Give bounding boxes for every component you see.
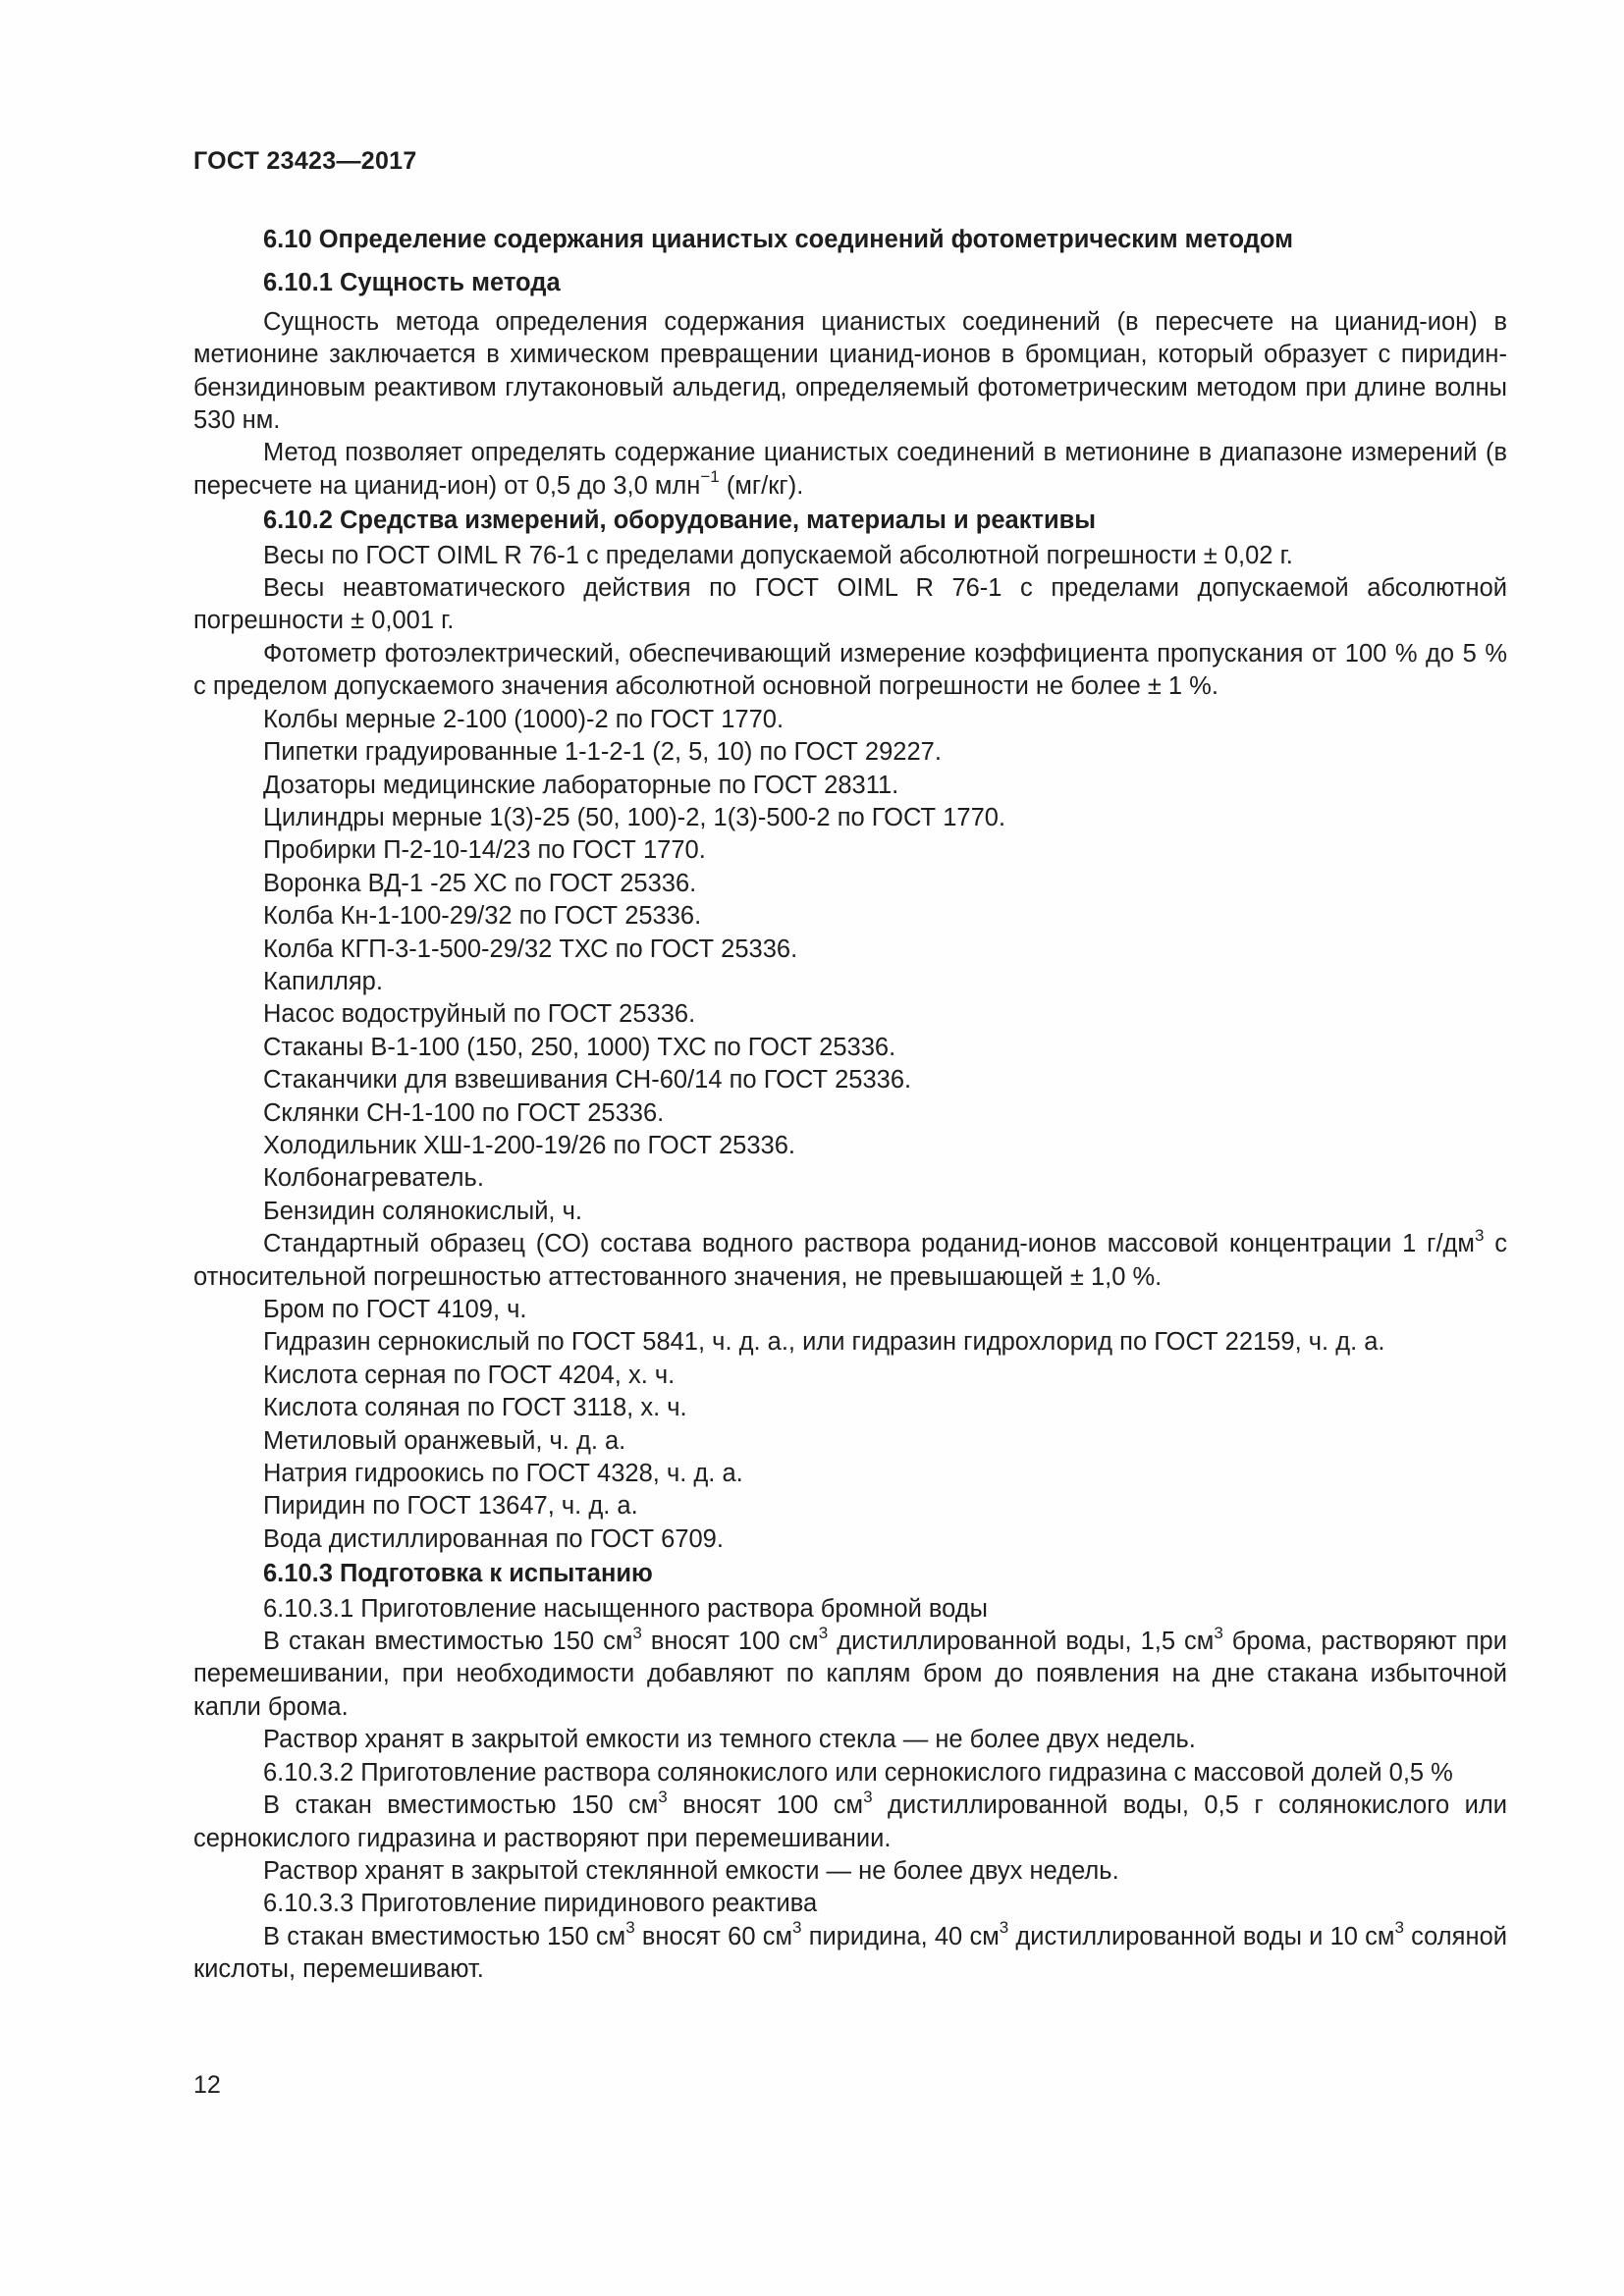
equipment-item: Весы по ГОСТ OIML R 76-1 с пределами допускаемой абсолютной погрешности ± 0,02 г.	[263, 541, 1293, 569]
equipment-item: Стаканчики для взвешивания СН-60/14 по ГОСТ 25336.	[263, 1066, 912, 1095]
equipment-item: Весы неавтоматического действия по ГОСТ OIML R 76-1 с пределами допускаемой абсолютной погрешности ± 0,001 г.	[193, 574, 1507, 635]
reagent-item: Бром по ГОСТ 4109, ч.	[263, 1296, 527, 1323]
reagent-item: Вода дистиллированная по ГОСТ 6709.	[263, 1524, 724, 1553]
equipment-item: Колба КГП-3-1-500-29/32 ТХС по ГОСТ 25336.	[263, 934, 798, 963]
page-number: 12	[193, 2071, 221, 2099]
section-heading-6-10: 6.10 Определение содержания цианистых соединений фотометрическим методом	[263, 226, 1294, 253]
paragraph-bromine-water: В стакан вместимостью 150 $см^3$ вносят 100 $см^3$ дистиллированной воды, 1,5 $см^3$ брома, растворяют при перемешивании, при необходимости добавляют по каплям бром до появления на дне стакана избыточной капли брома.	[193, 1623, 1507, 1721]
reagent-item: Гидразин сернокислый по ГОСТ 5841, ч. д. а., или гидразин гидрохлорид по ГОСТ 22159, ч. д. а.	[263, 1328, 1385, 1357]
subsection-title-6-10-3-1: 6.10.3.1 Приготовление насыщенного раствора бромной воды	[263, 1594, 988, 1623]
subsection-title-6-10-3-3: 6.10.3.3 Приготовление пиридинового реактива	[263, 1890, 818, 1918]
equipment-item: Фотометр фотоэлектрический, обеспечивающий измерение коэффициента пропускания от 100 % до 5 % с пределом допускаемого значения абсолютной основной погрешности не более ± 1 %.	[193, 639, 1507, 701]
equipment-item: Пипетки градуированные 1-1-2-1 (2, 5, 10) по ГОСТ 29227.	[263, 738, 942, 767]
equipment-item: Стаканы В-1-100 (150, 250, 1000) ТХС по ГОСТ 25336.	[263, 1033, 896, 1061]
equipment-item: Склянки СН-1-100 по ГОСТ 25336.	[263, 1098, 665, 1127]
page-header: ГОСТ 23423—2017	[193, 147, 417, 175]
paragraph-pyridine-reagent: В стакан вместимостью 150 $см^3$ вносят 60 $см^3$ пиридина, 40 $см^3$ дистиллированной воды и 10 $см^3$ соляной кислоты, перемешивают.	[193, 1918, 1507, 1984]
page-content	[193, 224, 1507, 1987]
subsection-title-6-10-3-2: 6.10.3.2 Приготовление раствора солянокислого или сернокислого гидразина с массовой долей 0,5 %	[263, 1758, 1453, 1787]
reagent-item: Натрия гидроокись по ГОСТ 4328, ч. д. а.	[263, 1460, 743, 1488]
equipment-item: Капилляр.	[263, 967, 383, 995]
reagent-item: Кислота серная по ГОСТ 4204, х. ч.	[263, 1361, 676, 1389]
equipment-item: Колбы мерные 2-100 (1000)-2 по ГОСТ 1770.	[263, 705, 785, 733]
equipment-item: Цилиндры мерные 1(3)-25 (50, 100)-2, 1(3)-500-2 по ГОСТ 1770.	[263, 803, 1006, 831]
paragraph-method-essence: Сущность метода определения содержания цианистых соединений (в пересчете на цианид-ион) в метионине заключается в химическом превращении цианид-ионов в бромциан, который образует с пиридин-бензидиновым реактивом глутаконовый альдегид, определяемый фотометрическим методом при длине волны 530 нм.	[193, 307, 1507, 435]
section-heading-6-10-2: 6.10.2 Средства измерений, оборудование, материалы и реактивы	[263, 507, 1097, 535]
section-heading-6-10-1: 6.10.1 Сущность метода	[263, 269, 561, 297]
paragraph-storage-1: Раствор хранят в закрытой емкости из темного стекла — не более двух недель.	[263, 1726, 1196, 1754]
paragraph-measurement-range: Метод позволяет определять содержание цианистых соединений в метионине в диапазоне измерений (в пересчете на цианид-ион) от 0,5 до 3,0 млн$^{-1}$ (мг/кг).	[193, 439, 1507, 500]
section-heading-6-10-3: 6.10.3 Подготовка к испытанию	[263, 1560, 653, 1588]
equipment-item: Колба Кн-1-100-29/32 по ГОСТ 25336.	[263, 902, 702, 931]
paragraph-standard-sample: Стандартный образец (СО) состава водного раствора роданид-ионов массовой концентрации 1 $г/дм^3$ с относительной погрешностью аттестованного значения, не превышающей ± 1,0 %.	[193, 1225, 1507, 1291]
reagent-item: Пиридин по ГОСТ 13647, ч. д. а.	[263, 1492, 638, 1521]
equipment-item: Дозаторы медицинские лабораторные по ГОСТ 28311.	[263, 771, 899, 799]
reagent-item: Кислота соляная по ГОСТ 3118, х. ч.	[263, 1394, 687, 1422]
paragraph-hydrazine: В стакан вместимостью 150 $см^3$ вносят 100 $см^3$ дистиллированной воды, 0,5 г солянокислого или сернокислого гидразина и растворяют при перемешивании.	[193, 1787, 1507, 1852]
paragraph-storage-2: Раствор хранят в закрытой стеклянной емкости — не более двух недель.	[263, 1856, 1119, 1885]
reagent-item: Метиловый оранжевый, ч. д. а.	[263, 1426, 626, 1455]
equipment-item: Бензидин солянокислый, ч.	[263, 1197, 582, 1225]
equipment-item: Колбонагреватель.	[263, 1164, 484, 1193]
equipment-item: Холодильник ХШ-1-200-19/26 по ГОСТ 25336.	[263, 1131, 795, 1159]
equipment-item: Пробирки П-2-10-14/23 по ГОСТ 1770.	[263, 836, 706, 865]
equipment-item: Воронка ВД-1 -25 ХС по ГОСТ 25336.	[263, 869, 697, 897]
equipment-item: Насос водоструйный по ГОСТ 25336.	[263, 1000, 696, 1029]
